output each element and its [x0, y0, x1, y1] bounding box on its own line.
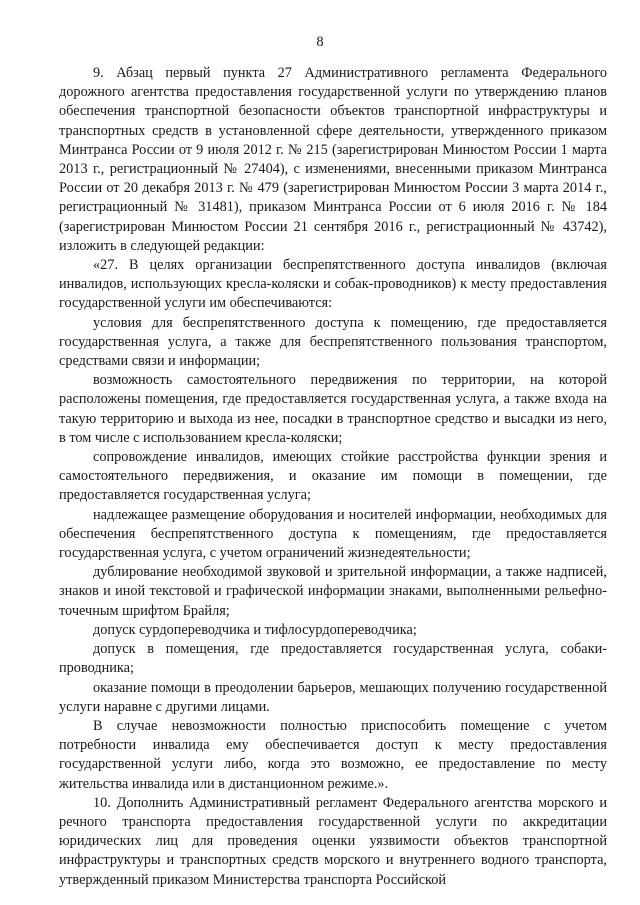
paragraph-point-27-intro: «27. В целях организации беспрепятственного доступа инвалидов (включая инвалидов, использующих кресла-коляски и собак-проводников) к месту предоставления государственной услуги им обеспечиваются:: [59, 257, 607, 312]
paragraph-assistance: оказание помощи в преодолении барьеров, мешающих получению государственной услуги наравне с другими лицами.: [59, 679, 607, 715]
paragraph-access-conditions: условия для беспрепятственного доступа к помещению, где предоставляется государственная услуга, а также для беспрепятственного пользования транспортом, средствами связи и информации;: [59, 314, 607, 370]
page-number: 8: [316, 34, 324, 50]
paragraph-movement: возможность самостоятельного передвижения по территории, на которой расположены помещения, где предоставляется государственная услуга, а также входа на такую территорию и выхода из нее, посадки в транспортное средство и высадки из него, в том числе с использованием кресла-коляски;: [59, 372, 607, 446]
paragraph-equipment: надлежащее размещение оборудования и носителей информации, необходимых для обеспечения беспрепятственного доступа к помещениям, где предоставляется государственная услуга, с учетом ограничений жизнедеятельности;: [59, 506, 607, 562]
paragraph-accompaniment: сопровождение инвалидов, имеющих стойкие расстройства функции зрения и самостоятельного передвижения, и оказание им помощи в помещении, где предоставляется государственная услуга;: [59, 449, 607, 504]
paragraph-duplication: дублирование необходимой звуковой и зрительной информации, а также надписей, знаков и иной текстовой и графической информации знаками, выполненными рельефно-точечным шрифтом Брайля;: [59, 564, 607, 619]
paragraph-impossibility: В случае невозможности полностью приспособить помещение с учетом потребности инвалида ему обеспечивается доступ к месту предоставления государственной услуги либо, когда это возможно, ее предоставление по месту жительства инвалида или в дистанционном режиме.».: [59, 717, 607, 792]
paragraph-item-9: 9. Абзац первый пункта 27 Административного регламента Федерального дорожного агентства предоставления государственной услуги по утверждению планов обеспечения транспортной безопасности объектов транспортной инфраструктуры и транспортных средств в установленной сфере деятельности, утвержденного приказом Минтранса России от 9 июля 2012 г. № 215 (зарегистрирован Минюстом России 1 марта 2013 г., регистрационный № 27404), с изменениями, внесенными приказом Минтранса России от 20 декабря 2013 г. № 479 (зарегистрирован Минюстом России 3 марта 2014 г., регистрационный № 31481), приказом Минтранса России от 6 июля 2016 г. № 184 (зарегистрирован Минюстом России 21 сентября 2016 г., регистрационный № 43742), изложить в следующей редакции:: [59, 65, 607, 254]
paragraph-item-10: 10. Дополнить Административный регламент Федерального агентства морского и речного транспорта предоставления государственной услуги по аккредитации юридических лиц для проведения оценки уязвимости объектов транспортной инфраструктуры и транспортных средств морского и внутреннего водного транспорта, утвержденный приказом Министерства транспорта Российской: [59, 794, 607, 888]
paragraph-guide-dog: допуск в помещения, где предоставляется государственная услуга, собаки-проводника;: [59, 641, 607, 677]
paragraph-interpreter: допуск сурдопереводчика и тифлосурдопереводчика;: [93, 621, 417, 638]
document-body: [59, 64, 607, 890]
